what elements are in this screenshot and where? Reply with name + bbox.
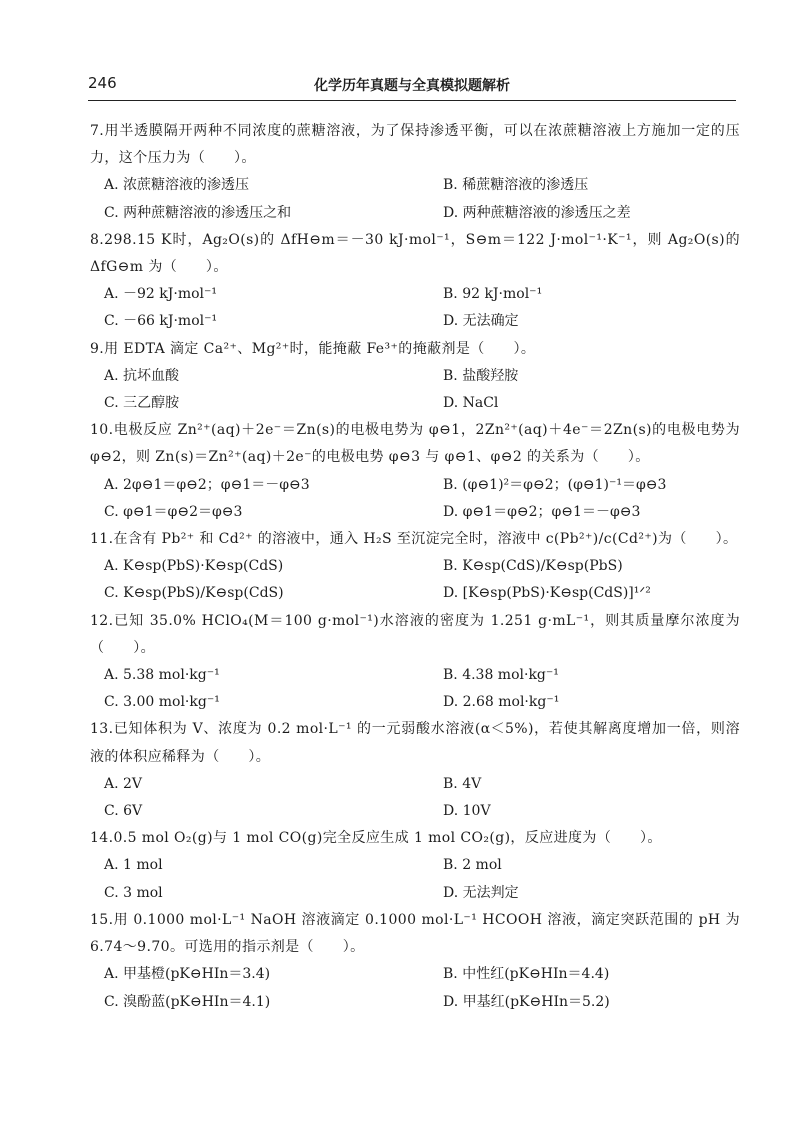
text-fragment: 已知体积为 V、浓度为 0.2 mol·L⁻¹ 的一元弱酸水溶液(α＜5%)，若使其解离度增加一倍，则溶液的体积应稀释为（ ）。 bbox=[90, 721, 740, 765]
question-15 bbox=[90, 907, 740, 1016]
question-10 bbox=[90, 417, 740, 526]
option-c: C. 两种蔗糖溶液的渗透压之和 bbox=[104, 204, 292, 221]
option-c: C. 3.00 mol·kg⁻¹ bbox=[104, 694, 220, 711]
question-11 bbox=[90, 526, 740, 608]
option-c: C. 三乙醇胺 bbox=[104, 395, 180, 412]
option-b: B. 中性红(pK⊖HIn＝4.4) bbox=[443, 966, 610, 983]
option-a: A. 1 mol bbox=[104, 857, 163, 874]
text-fragment: 11. bbox=[90, 531, 114, 548]
option-a: A. 甲基橙(pK⊖HIn＝3.4) bbox=[104, 966, 271, 983]
question-stem bbox=[90, 608, 740, 662]
option-b: B. 4.38 mol·kg⁻¹ bbox=[443, 667, 559, 684]
option-a: A. 2φ⊖1＝φ⊖2；φ⊖1＝－φ⊖3 bbox=[104, 476, 310, 493]
option-b: B. 2 mol bbox=[443, 857, 502, 874]
text-fragment: 用半透膜隔开两种不同浓度的蔗糖溶液，为了保持渗透平衡，可以在浓蔗糖溶液上方施加一定的压力，这个压力为（ ）。 bbox=[90, 123, 740, 167]
page-number: 246 bbox=[88, 74, 117, 92]
option-d: D. NaCl bbox=[443, 395, 499, 412]
question-stem bbox=[90, 716, 740, 770]
question-12 bbox=[90, 608, 740, 717]
option-a: A. －92 kJ·mol⁻¹ bbox=[104, 286, 218, 303]
text-fragment: 12. bbox=[90, 612, 114, 629]
question-7 bbox=[90, 118, 740, 227]
text-fragment: 7. bbox=[90, 123, 105, 139]
option-b: B. 4V bbox=[443, 775, 482, 792]
option-grid bbox=[90, 363, 740, 417]
option-c: C. K⊖sp(PbS)/K⊖sp(CdS) bbox=[104, 585, 284, 602]
option-d: D. 甲基红(pK⊖HIn＝5.2) bbox=[443, 993, 610, 1010]
option-grid bbox=[90, 553, 740, 607]
text-fragment: 10. bbox=[90, 422, 114, 439]
option-grid bbox=[90, 662, 740, 716]
text-fragment: 14. bbox=[90, 830, 114, 847]
text-fragment: 298.15 K时，Ag₂O(s)的 ΔfH⊖m＝－30 kJ·mol⁻¹，S⊖m＝122 J·mol⁻¹·K⁻¹，则 Ag₂O(s)的 ΔfG⊖m 为（ ）。 bbox=[90, 231, 740, 276]
text-fragment: 用 0.1000 mol·L⁻¹ NaOH 溶液滴定 0.1000 mol·L⁻¹ HCOOH 溶液，滴定突跃范围的 pH 为 6.74～9.70。可选用的指示剂是（ ）。 bbox=[90, 911, 740, 956]
option-a: A. K⊖sp(PbS)·K⊖sp(CdS) bbox=[104, 558, 284, 575]
option-b: B. 92 kJ·mol⁻¹ bbox=[443, 286, 543, 303]
question-stem bbox=[90, 825, 740, 852]
question-list bbox=[90, 118, 740, 1016]
text-fragment: 15. bbox=[90, 911, 114, 928]
book-title: 化学历年真题与全真模拟题解析 bbox=[314, 78, 510, 94]
text-fragment: 13. bbox=[90, 721, 114, 738]
option-c: C. 溴酚蓝(pK⊖HIn＝4.1) bbox=[104, 993, 271, 1010]
option-b: B. (φ⊖1)²＝φ⊖2；(φ⊖1)⁻¹＝φ⊖3 bbox=[443, 476, 667, 493]
question-stem bbox=[90, 417, 740, 471]
option-b: B. 稀蔗糖溶液的渗透压 bbox=[443, 177, 589, 194]
question-13 bbox=[90, 716, 740, 825]
option-grid bbox=[90, 472, 740, 526]
option-d: D. 10V bbox=[443, 803, 491, 820]
option-grid bbox=[90, 281, 740, 335]
option-d: D. φ⊖1＝φ⊖2；φ⊖1＝－φ⊖3 bbox=[443, 503, 641, 520]
text-fragment: 用 EDTA 滴定 Ca²⁺、Mg²⁺时，能掩蔽 Fe³⁺的掩蔽剂是（ ）。 bbox=[104, 340, 536, 357]
option-grid bbox=[90, 172, 740, 226]
question-9 bbox=[90, 336, 740, 418]
option-d: D. [K⊖sp(PbS)·K⊖sp(CdS)]¹ᐟ² bbox=[443, 585, 651, 602]
option-a: A. 抗坏血酸 bbox=[104, 367, 180, 384]
question-stem bbox=[90, 227, 740, 281]
option-c: C. －66 kJ·mol⁻¹ bbox=[104, 313, 218, 330]
question-stem bbox=[90, 336, 740, 363]
option-c: C. 3 mol bbox=[104, 884, 163, 901]
option-b: B. K⊖sp(CdS)/K⊖sp(PbS) bbox=[443, 558, 623, 575]
option-c: C. 6V bbox=[104, 803, 143, 820]
text-fragment: 已知 35.0% HClO₄(M＝100 g·mol⁻¹)水溶液的密度为 1.251 g·mL⁻¹，则其质量摩尔浓度为（ ）。 bbox=[90, 612, 740, 656]
question-14 bbox=[90, 825, 740, 907]
question-8 bbox=[90, 227, 740, 336]
option-a: A. 浓蔗糖溶液的渗透压 bbox=[104, 177, 250, 194]
text-fragment: 8. bbox=[90, 231, 105, 248]
option-d: D. 两种蔗糖溶液的渗透压之差 bbox=[443, 204, 631, 221]
option-d: D. 无法判定 bbox=[443, 884, 519, 901]
text-fragment: 9. bbox=[90, 340, 105, 357]
option-a: A. 5.38 mol·kg⁻¹ bbox=[104, 667, 220, 684]
question-stem bbox=[90, 526, 740, 553]
question-stem bbox=[90, 118, 740, 172]
option-b: B. 盐酸羟胺 bbox=[443, 367, 519, 384]
text-fragment: 电极反应 Zn²⁺(aq)＋2e⁻＝Zn(s)的电极电势为 φ⊖1，2Zn²⁺(aq)＋4e⁻＝2Zn(s)的电极电势为 φ⊖2，则 Zn(s)＝Zn²⁺(aq)＋2e⁻的电极电势 φ⊖3 与 φ⊖1、φ⊖2 的关系为（ ）。 bbox=[90, 422, 740, 466]
option-d: D. 无法确定 bbox=[443, 313, 519, 330]
option-a: A. 2V bbox=[104, 775, 143, 792]
option-grid bbox=[90, 852, 740, 906]
question-stem bbox=[90, 907, 740, 961]
option-grid bbox=[90, 771, 740, 825]
option-grid bbox=[90, 961, 740, 1015]
text-fragment: 0.5 mol O₂(g)与 1 mol CO(g)完全反应生成 1 mol CO₂(g)，反应进度为（ ）。 bbox=[113, 830, 662, 847]
option-d: D. 2.68 mol·kg⁻¹ bbox=[443, 694, 560, 711]
page-header bbox=[88, 74, 736, 101]
option-c: C. φ⊖1＝φ⊖2＝φ⊖3 bbox=[104, 503, 243, 520]
text-fragment: 在含有 Pb²⁺ 和 Cd²⁺ 的溶液中，通入 H₂S 至沉淀完全时，溶液中 c(Pb²⁺)/c(Cd²⁺)为（ ）。 bbox=[113, 531, 738, 548]
